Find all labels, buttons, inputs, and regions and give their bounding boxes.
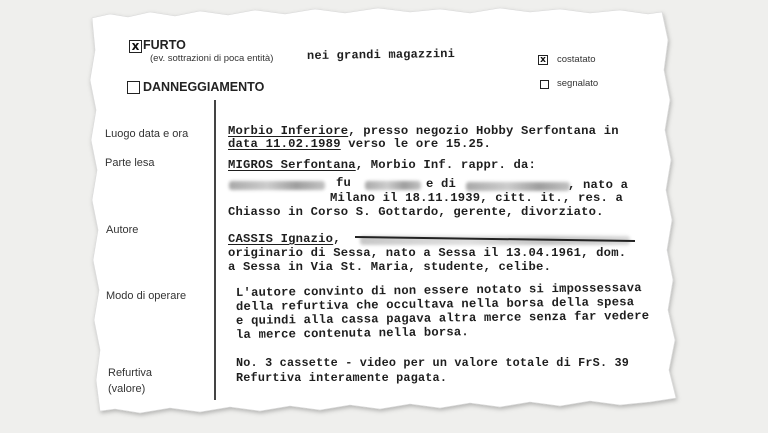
danneggiamento-label: DANNEGGIAMENTO xyxy=(143,80,265,94)
luogo-label: Luogo data e ora xyxy=(105,128,189,140)
autore-line3: a Sessa in Via St. Maria, studente, celibe. xyxy=(228,260,552,274)
redacted-mother-name xyxy=(466,182,570,191)
luogo-line1 xyxy=(228,124,619,138)
furto-typed-note: nei grandi magazzini xyxy=(306,46,456,64)
refurtiva-label-line2: (valore) xyxy=(108,383,146,395)
column-separator xyxy=(214,100,216,400)
parte-lesa-line4: Chiasso in Corso S. Gottardo, gerente, divorziato. xyxy=(228,205,604,219)
furto-label: FURTO xyxy=(143,38,186,52)
luogo-line2 xyxy=(228,137,491,151)
luogo-place: Morbio Inferiore xyxy=(228,124,349,138)
autore-line1-rest: , xyxy=(333,232,341,246)
segnalato-checkbox xyxy=(540,80,549,89)
parte-lesa-line3: Milano il 18.11.1939, citt. it., res. a xyxy=(330,191,624,205)
segnalato-label: segnalato xyxy=(557,78,599,89)
modo-line2: della refurtiva che occultava nella borsa della spesa xyxy=(235,295,635,314)
costatato-checkbox: x xyxy=(538,55,548,65)
parte-lesa-line1-rest: , Morbio Inf. rappr. da: xyxy=(355,158,537,172)
parte-lesa-line2-end: , nato a xyxy=(568,178,629,192)
parte-lesa-label: Parte lesa xyxy=(105,157,155,169)
autore-line1 xyxy=(228,232,341,246)
modo-line3: e quindi alla cassa pagava altra merce senza far vedere xyxy=(235,308,650,328)
autore-line2: originario di Sessa, nato a Sessa il 13.04.1961, dom. xyxy=(228,246,627,260)
modo-line1: L'autore convinto di non essere notato si impossessava xyxy=(235,281,642,300)
costatato-label: costatato xyxy=(557,54,596,65)
refurtiva-line1: No. 3 cassette - video per un valore totale di FrS. 39 xyxy=(236,356,630,370)
parte-lesa-edi: e di xyxy=(426,177,457,191)
autore-name: CASSIS Ignazio xyxy=(228,232,334,246)
refurtiva-line2: Refurtiva interamente pagata. xyxy=(236,371,448,385)
luogo-line2-rest: verso le ore 15.25. xyxy=(340,137,491,151)
parte-lesa-name: MIGROS Serfontana xyxy=(228,158,356,172)
refurtiva-label-line1: Refurtiva xyxy=(108,367,153,379)
redacted-name xyxy=(229,181,325,190)
autore-label: Autore xyxy=(106,224,139,236)
luogo-line1-rest: , presso negozio Hobby Serfontana in xyxy=(348,124,619,138)
danneggiamento-checkbox xyxy=(127,81,140,94)
modo-label: Modo di operare xyxy=(106,290,187,302)
modo-line4: la merce contenuta nella borsa. xyxy=(235,325,470,342)
furto-sub-label: (ev. sottrazioni di poca entità) xyxy=(150,53,274,64)
refurtiva-label xyxy=(108,365,152,397)
luogo-date: data 11.02.1989 xyxy=(228,137,341,151)
parte-lesa-line1 xyxy=(228,158,536,172)
redacted-father-name xyxy=(365,181,421,190)
furto-checkbox: x xyxy=(129,40,142,53)
parte-lesa-fu: fu xyxy=(336,176,352,190)
